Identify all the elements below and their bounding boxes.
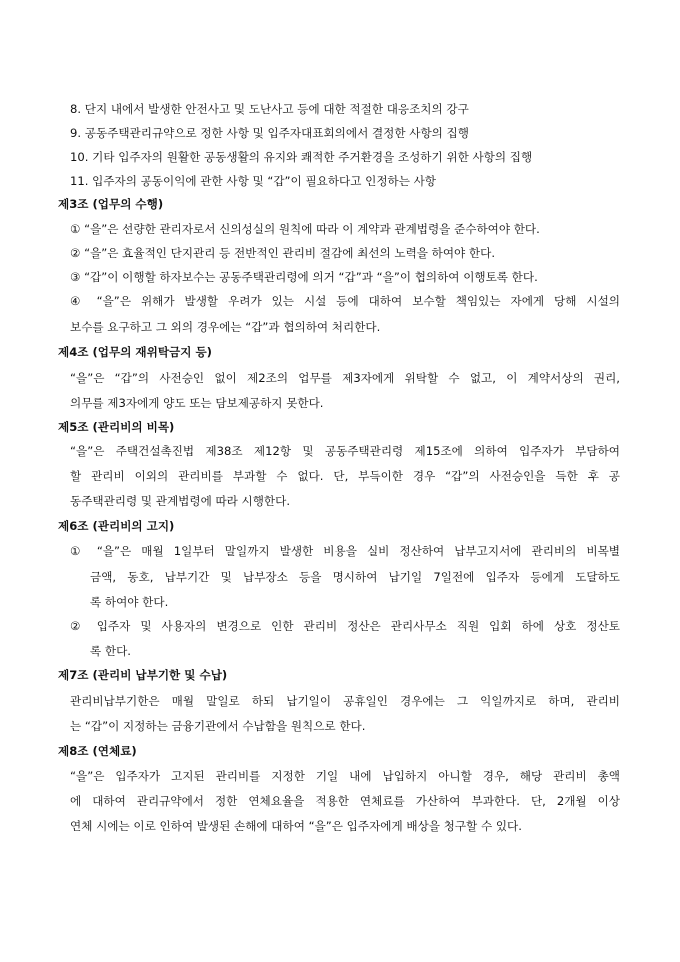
article6-heading: 제6조 (관리비의 고지) — [58, 519, 175, 533]
article3-item-4-line-1: ④ “을”은 위해가 발생할 우려가 있는 시설 등에 대하여 보수할 책임있는 자에게 당해 시설의 — [70, 294, 620, 308]
article2-item-9: 9. 공동주택관리규약으로 정한 사항 및 입주자대표회의에서 결정한 사항의 집행 — [70, 126, 469, 140]
article7-line-1: 관리비납부기한은 매월 말일로 하되 납기일이 공휴일인 경우에는 그 익일까지로 하며, 관리비 — [70, 694, 620, 708]
article4-heading: 제4조 (업무의 재위탁금지 등) — [58, 345, 212, 359]
article8-line-2: 에 대하여 관리규약에서 정한 연체요율을 적용한 연체료를 가산하여 부과한다. 단, 2개월 이상 — [70, 794, 620, 808]
article7-heading: 제7조 (관리비 납부기한 및 수납) — [58, 668, 228, 682]
article3-heading: 제3조 (업무의 수행) — [58, 197, 164, 211]
article6-item-1-line-3: 록 하여야 한다. — [90, 595, 169, 609]
article3-item-4-line-2: 보수를 요구하고 그 외의 경우에는 “갑”과 협의하여 처리한다. — [70, 320, 381, 334]
article4-line-1: “을”은 “갑”의 사전승인 없이 제2조의 업무를 제3자에게 위탁할 수 없고, 이 계약서상의 권리, — [70, 371, 620, 385]
article8-heading: 제8조 (연체료) — [58, 744, 137, 758]
article8-line-1: “을”은 입주자가 고지된 관리비를 지정한 기일 내에 납입하지 아니할 경우, 해당 관리비 총액 — [70, 769, 620, 783]
article3-item-3: ③ “갑”이 이행할 하자보수는 공동주택관리령에 의거 “갑”과 “을”이 협의하여 이행토록 한다. — [70, 270, 538, 284]
article7-line-2: 는 “갑”이 지정하는 금융기관에서 수납함을 원칙으로 한다. — [70, 719, 366, 733]
article6-item-1-line-2: 금액, 동호, 납부기간 및 납부장소 등을 명시하여 납기일 7일전에 입주자 등에게 도달하도 — [90, 570, 620, 584]
article4-line-2: 의무를 제3자에게 양도 또는 담보제공하지 못한다. — [70, 396, 324, 410]
article3-item-1: ① “을”은 선량한 관리자로서 신의성실의 원칙에 따라 이 계약과 관계법령을 준수하여야 한다. — [70, 222, 540, 236]
article6-item-2-line-2: 록 한다. — [90, 644, 131, 658]
article6-item-1-line-1: ① “을”은 매월 1일부터 말일까지 발생한 비용을 실비 정산하여 납부고지서에 관리비의 비목별 — [70, 544, 620, 558]
article2-item-8: 8. 단지 내에서 발생한 안전사고 및 도난사고 등에 대한 적절한 대응조치의 강구 — [70, 102, 469, 116]
article8-line-3: 연체 시에는 이로 인하여 발생된 손해에 대하여 “을”은 입주자에게 배상을 청구할 수 있다. — [70, 819, 522, 833]
article6-item-2-line-1: ② 입주자 및 사용자의 변경으로 인한 관리비 정산은 관리사무소 직원 입회 하에 상호 정산토 — [70, 619, 620, 633]
article5-line-1: “을”은 주택건설촉진법 제38조 제12항 및 공동주택관리령 제15조에 의하여 입주자가 부담하여 — [70, 444, 620, 458]
article2-item-10: 10. 기타 입주자의 원활한 공동생활의 유지와 쾌적한 주거환경을 조성하기 위한 사항의 집행 — [70, 150, 533, 164]
article3-item-2: ② “을”은 효율적인 단지관리 등 전반적인 관리비 절감에 최선의 노력을 하여야 한다. — [70, 246, 496, 260]
article5-line-3: 동주택관리령 및 관계법령에 따라 시행한다. — [70, 494, 291, 508]
article5-line-2: 할 관리비 이외의 관리비를 부과할 수 없다. 단, 부득이한 경우 “갑”의 사전승인을 득한 후 공 — [70, 469, 620, 483]
article5-heading: 제5조 (관리비의 비목) — [58, 420, 175, 434]
article2-item-11: 11. 입주자의 공동이익에 관한 사항 및 “갑”이 필요하다고 인정하는 사항 — [70, 174, 437, 188]
